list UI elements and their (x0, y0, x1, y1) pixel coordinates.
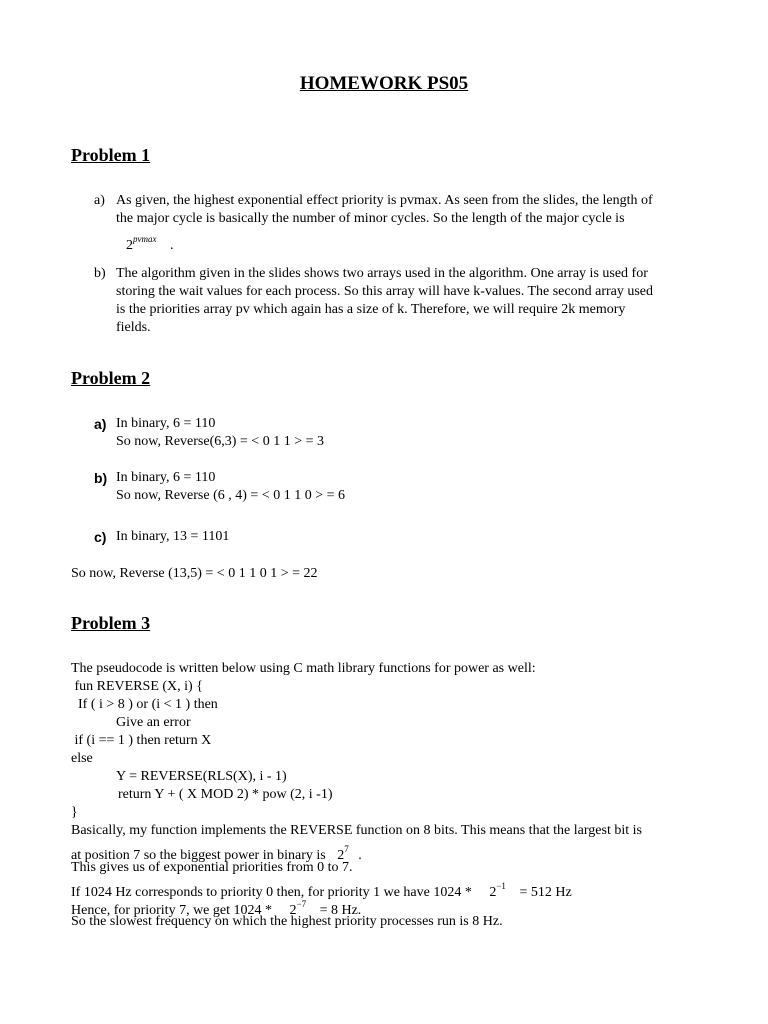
problem-1b-line-1: The algorithm given in the slides shows two arrays used in the algorithm. One array is used for (116, 266, 648, 281)
problem-1b-marker: b) (94, 266, 106, 281)
formula-period: . (358, 848, 362, 863)
problem-2b-marker: b) (94, 470, 108, 486)
problem-3-heading: Problem 3 (71, 613, 151, 633)
formula-base: 2 (337, 848, 345, 863)
problem-1b-line-2: storing the wait values for each process. So this array will have k-values. The second array used (116, 284, 654, 299)
code-line: return Y + ( X MOD 2) * pow (2, i -1) (118, 787, 333, 802)
formula-exponent: −7 (296, 899, 307, 909)
problem-2a-line-2: So now, Reverse(6,3) = < 0 1 1 > = 3 (116, 434, 324, 449)
problem-1a-formula (126, 230, 174, 255)
problem-1a-marker: a) (94, 193, 105, 208)
formula-base: 2 (126, 238, 133, 253)
formula-exponent: pvmax (133, 234, 157, 244)
problem-1b-line-3: is the priorities array pv which again has a size of k. Therefore, we will require 2k memory (116, 302, 626, 317)
problem-1-heading: Problem 1 (71, 145, 151, 165)
code-line: if (i == 1 ) then return X (71, 733, 212, 748)
formula-exponent: 7 (344, 844, 349, 854)
paragraph-text: at position 7 so the biggest power in binary is (71, 848, 326, 863)
code-line: Give an error (116, 715, 191, 730)
page-title: HOMEWORK PS05 (299, 73, 469, 94)
formula-base: 2 (489, 885, 497, 900)
problem-2c-line-1: In binary, 13 = 1101 (116, 529, 230, 544)
code-line: If ( i > 8 ) or (i < 1 ) then (71, 697, 218, 712)
problem-3-paragraph-1: Basically, my function implements the REVERSE function on 8 bits. This means that the largest bit is (71, 823, 642, 838)
code-line: } (71, 805, 78, 820)
problem-2b-line-2: So now, Reverse (6 , 4) = < 0 1 1 0 > = 6 (116, 488, 345, 503)
code-line: else (71, 751, 93, 766)
paragraph-text: If 1024 Hz corresponds to priority 0 then, for priority 1 we have 1024 * (71, 885, 472, 900)
problem-2a-line-1: In binary, 6 = 110 (116, 416, 216, 431)
problem-1b-line-4: fields. (116, 320, 151, 335)
formula-exponent: −1 (496, 881, 506, 891)
problem-2-heading: Problem 2 (71, 368, 151, 388)
problem-3-intro: The pseudocode is written below using C math library functions for power as well: (71, 661, 536, 676)
problem-2-result: So now, Reverse (13,5) = < 0 1 1 0 1 > = 22 (71, 566, 318, 581)
code-line: fun REVERSE (X, i) { (71, 679, 203, 694)
problem-2c-marker: c) (94, 529, 107, 545)
paragraph-text: = 512 Hz (519, 885, 572, 900)
problem-3-paragraph-3: This gives us of exponential priorities from 0 to 7. (71, 860, 353, 875)
problem-1a-line-1: As given, the highest exponential effect priority is pvmax. As seen from the slides, the length of (116, 193, 653, 208)
problem-2a-marker: a) (94, 416, 107, 432)
problem-1a-line-2: the major cycle is basically the number of minor cycles. So the length of the major cycle is (116, 211, 625, 226)
paragraph-text: = 8 Hz. (319, 903, 362, 918)
code-line: Y = REVERSE(RLS(X), i - 1) (116, 769, 287, 784)
formula-base: 2 (289, 903, 297, 918)
paragraph-text: Hence, for priority 7, we get 1024 * (71, 903, 272, 918)
problem-3-paragraph-6: So the slowest frequency on which the highest priority processes run is 8 Hz. (71, 914, 503, 929)
problem-2b-line-1: In binary, 6 = 110 (116, 470, 216, 485)
formula-period: . (170, 238, 174, 253)
